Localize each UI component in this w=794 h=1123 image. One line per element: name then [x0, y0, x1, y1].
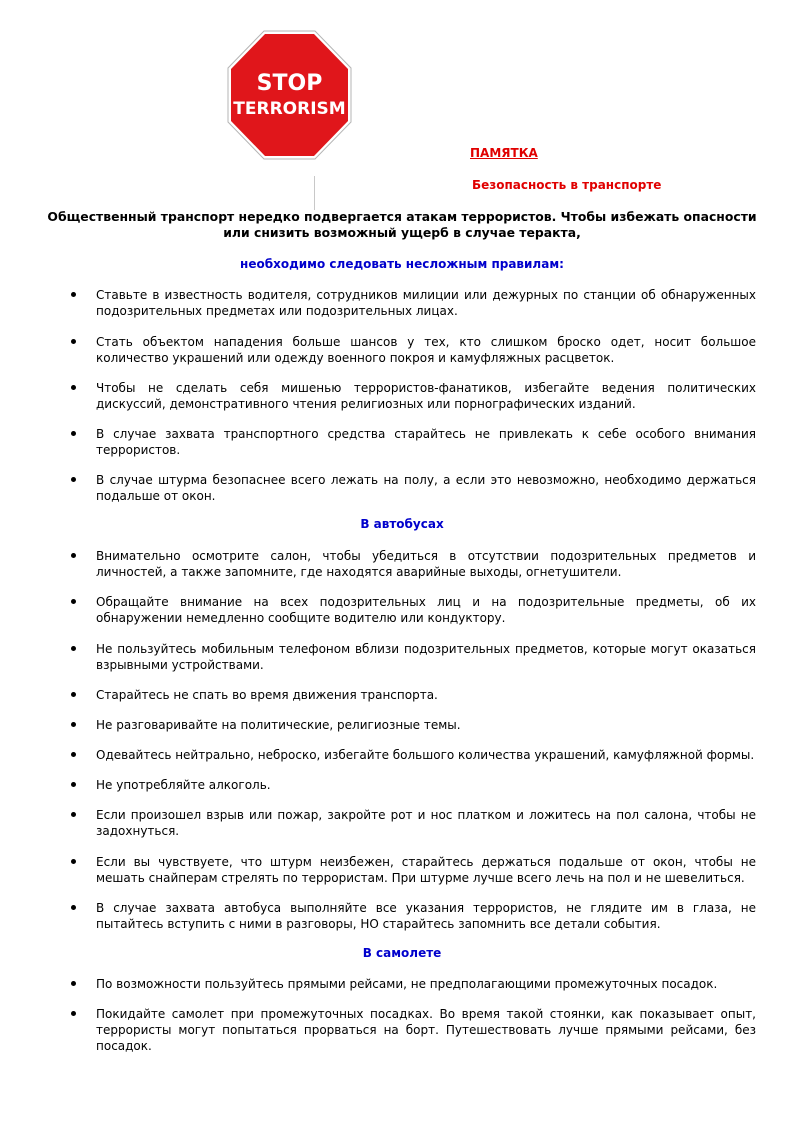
bullet-icon — [70, 645, 78, 653]
bullet-icon — [70, 291, 78, 299]
bullet-icon — [70, 781, 78, 789]
bullet-icon — [70, 338, 78, 346]
bullet-icon — [70, 430, 78, 438]
list-item: В случае штурма безопаснее всего лежать на полу, а если это невозможно, необходимо держаться подальше от окон. — [96, 473, 756, 503]
list-item: Покидайте самолет при промежуточных посадках. Во время такой стоянки, как показывает опыт, террористы могут попытаться прорваться на борт. Путешествовать лучше прямыми рейсами, без посадок. — [96, 1007, 756, 1053]
bullet-icon — [70, 691, 78, 699]
list-item: Не пользуйтесь мобильным телефоном вблизи подозрительных предметов, которые могут оказаться взрывными устройствами. — [96, 642, 756, 672]
list-item: Стать объектом нападения больше шансов у тех, кто слишком броско одет, носит большое количество украшений или одежду военного покроя и камуфляжных расцветок. — [96, 335, 756, 365]
bullet-icon — [70, 384, 78, 392]
list-item: Чтобы не сделать себя мишенью террористов-фанатиков, избегайте ведения политических дискуссий, демонстративного чтения религиозных или порнографических изданий. — [96, 381, 756, 411]
bullet-icon — [70, 721, 78, 729]
bullet-icon — [70, 598, 78, 606]
stop-terrorism-sign — [227, 30, 352, 160]
list-item: Ставьте в известность водителя, сотрудников милиции или дежурных по станции об обнаруженных подозрительных предметах или подозрительных лицах. — [96, 288, 756, 318]
bullet-icon — [70, 980, 78, 988]
list-item: В случае захвата автобуса выполняйте все указания террористов, не глядите им в глаза, не пытайтесь вступить с ними в разговоры, НО старайтесь запомнить все детали события. — [96, 901, 756, 931]
list-item: Не разговаривайте на политические, религиозные темы. — [96, 718, 461, 732]
section-heading-plane: В самолете — [362, 946, 442, 960]
list-item: В случае захвата транспортного средства старайтесь не привлекать к себе особого внимания террористов. — [96, 427, 756, 457]
section-heading-bus: В автобусах — [360, 517, 444, 531]
list-item: По возможности пользуйтесь прямыми рейсами, не предполагающими промежуточных посадок. — [96, 977, 718, 991]
bullet-icon — [70, 858, 78, 866]
bullet-icon — [70, 552, 78, 560]
bullet-icon — [70, 751, 78, 759]
bullet-icon — [70, 476, 78, 484]
list-item: Одевайтесь нейтрально, неброско, избегайте большого количества украшений, камуфляжной формы. — [96, 748, 755, 762]
bullet-icon — [70, 904, 78, 912]
list-item: Если произошел взрыв или пожар, закройте рот и нос платком и ложитесь на пол салона, чтобы не задохнуться. — [96, 808, 756, 838]
list-item: Старайтесь не спать во время движения транспорта. — [96, 688, 438, 702]
list-item: Если вы чувствуете, что штурм неизбежен, старайтесь держаться подальше от окон, чтобы не мешать снайперам стрелять по террористам. При штурме лучше всего лечь на пол и не шевелиться. — [96, 855, 756, 885]
bullet-icon — [70, 811, 78, 819]
intro-paragraph: Общественный транспорт нередко подвергается атакам террористов. Чтобы избежать опасности или снизить возможный ущерб в случае теракта, — [47, 209, 757, 240]
divider-line — [314, 176, 315, 210]
list-item: Внимательно осмотрите салон, чтобы убедиться в отсутствии подозрительных предметов и личностей, а также запомните, где находятся аварийные выходы, огнетушители. — [96, 549, 756, 579]
list-item: Обращайте внимание на всех подозрительных лиц и на подозрительные предметы, об их обнаружении немедленно сообщите водителю или кондуктору. — [96, 595, 756, 625]
sign-line-2: TERRORISM — [233, 99, 346, 119]
memo-subtitle: Безопасность в транспорте — [472, 178, 662, 192]
bullet-icon — [70, 1010, 78, 1018]
rules-heading: необходимо следовать несложным правилам: — [240, 257, 564, 271]
list-item: Не употребляйте алкоголь. — [96, 778, 271, 792]
memo-title: ПАМЯТКА — [470, 146, 538, 160]
sign-line-1: STOP — [256, 71, 323, 96]
